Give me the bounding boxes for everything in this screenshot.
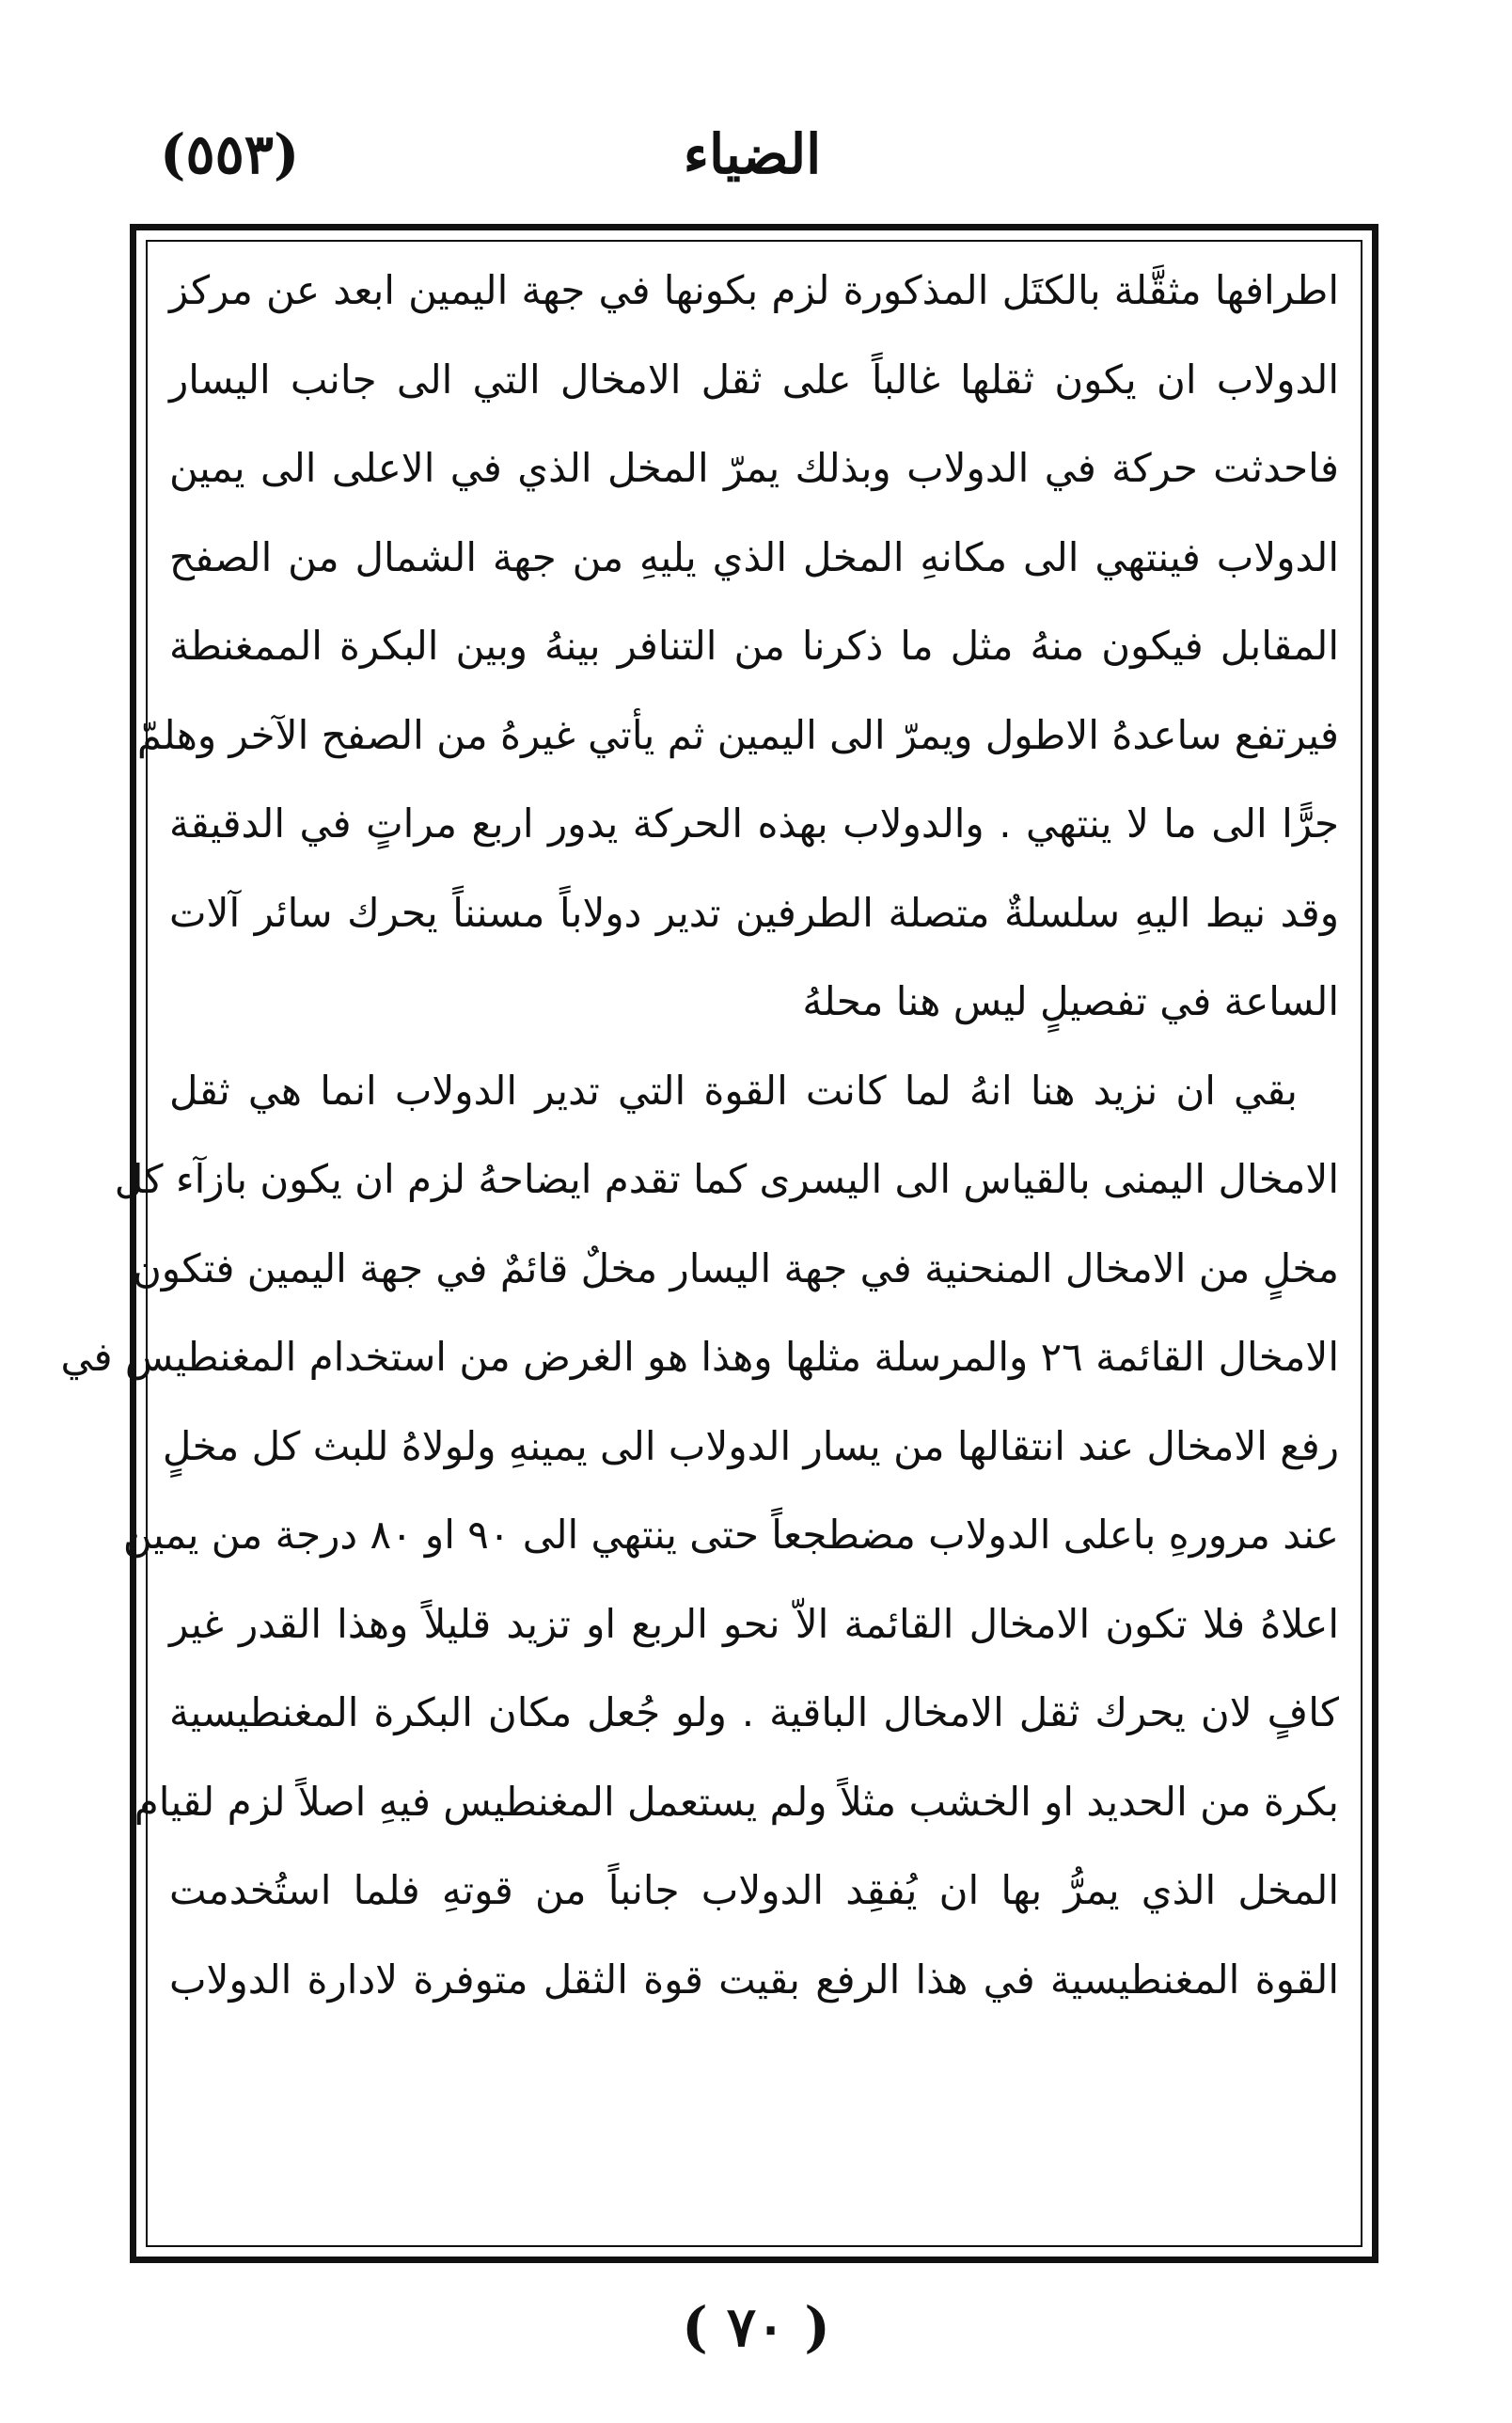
footer-page-number: ( ٧٠ ) (682, 2295, 830, 2359)
text-line: بكرة من الحديد او الخشب مثلاً ولم يستعمل المغنطيس فيهِ اصلاً لزم لقيام (134, 1778, 1339, 1825)
text-line: عند مرورهِ باعلى الدولاب مضطجعاً حتى ينتهي الى ٩٠ او ٨٠ درجة من يمين (122, 1512, 1339, 1558)
text-line: وقد نيط اليهِ سلسلةٌ متصلة الطرفين تدير دولاباً مسنناً يحرك سائر آلات (169, 889, 1339, 936)
text-line: فاحدثت حركة في الدولاب وبذلك يمرّ المخل الذي في الاعلى الى يمين (169, 445, 1339, 491)
text-line: القوة المغنطيسية في هذا الرفع بقيت قوة الثقل متوفرة لادارة الدولاب (169, 1956, 1339, 2003)
text-line: الدولاب ان يكون ثقلها غالباً على ثقل الامخال التي الى جانب اليسار (169, 356, 1339, 403)
body-text (60, 246, 1339, 2241)
text-line: الامخال القائمة ٢٦ والمرسلة مثلها وهذا هو الغرض من استخدام المغنطيس في (60, 1334, 1339, 1380)
page-header (132, 103, 1373, 207)
text-line: مخلٍ من الامخال المنحنية في جهة اليسار مخلٌ قائمٌ في جهة اليمين فتكون (132, 1244, 1339, 1291)
journal-title: الضياء (683, 122, 822, 186)
text-line: المخل الذي يمرُّ بها ان يُفقِد الدولاب جانباً من قوتهِ فلما استُخدمت (169, 1867, 1339, 1913)
text-line: فيرتفع ساعدهُ الاطول ويمرّ الى اليمين ثم يأتي غيرهُ من الصفح الآخر وهلمّ (136, 711, 1339, 758)
text-line: اعلاهُ فلا تكون الامخال القائمة الاّ نحو الربع او تزيد قليلاً وهذا القدر غير (169, 1600, 1339, 1647)
text-line: اطرافها مثقَّلة بالكتَل المذكورة لزم بكونها في جهة اليمين ابعد عن مركز (169, 267, 1339, 313)
text-line: كافٍ لان يحرك ثقل الامخال الباقية . ولو جُعل مكان البكرة المغنطيسية (169, 1689, 1339, 1735)
text-line: المقابل فيكون منهُ مثل ما ذكرنا من التنافر بينهُ وبين البكرة الممغنطة (169, 623, 1339, 669)
text-line: الامخال اليمنى بالقياس الى اليسرى كما تقدم ايضاحهُ لزم ان يكون بازآء كل (114, 1156, 1339, 1202)
text-line: جرًّا الى ما لا ينتهي . والدولاب بهذه الحركة يدور اربع مراتٍ في الدقيقة (169, 800, 1339, 847)
text-line: الدولاب فينتهي الى مكانهِ المخل الذي يليهِ من جهة الشمال من الصفح (169, 533, 1339, 580)
text-line: رفع الامخال عند انتقالها من يسار الدولاب الى يمينهِ ولولاهُ للبث كل مخلٍ (162, 1422, 1339, 1469)
header-page-number: (٥٥٣) (160, 122, 300, 186)
text-line: الساعة في تفصيلٍ ليس هنا محلهُ (802, 978, 1339, 1024)
text-line: بقي ان نزيد هنا انهُ لما كانت القوة التي تدير الدولاب انما هي ثقل (169, 1067, 1298, 1114)
